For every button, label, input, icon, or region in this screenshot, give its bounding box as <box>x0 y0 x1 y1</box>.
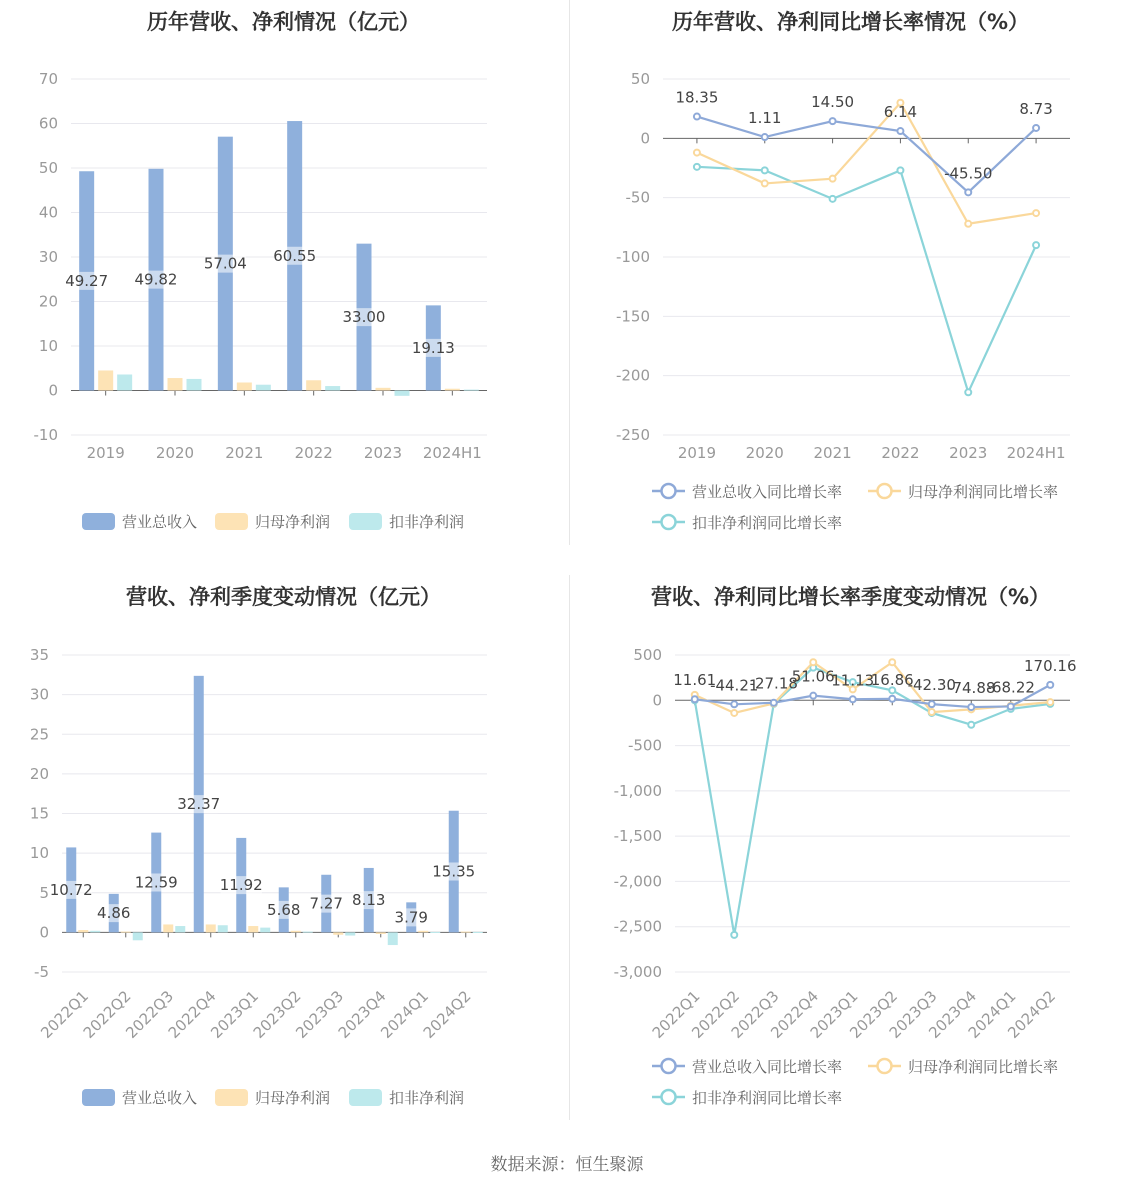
bar-deducted-profit <box>187 379 202 391</box>
data-point <box>731 701 737 707</box>
x-tick-label: 2024Q1 <box>377 987 433 1042</box>
y-tick-label: -1,000 <box>613 781 662 800</box>
data-point <box>1047 699 1053 705</box>
legend-swatch-marker <box>878 1059 892 1073</box>
bar-net-profit <box>445 389 460 391</box>
bar-deducted-profit <box>345 932 355 935</box>
y-tick-label: 20 <box>29 764 49 783</box>
bar-net-profit <box>333 932 343 934</box>
data-label: 57.04 <box>203 254 247 273</box>
x-tick-label: 2021 <box>813 444 852 462</box>
legend-swatch-marker <box>662 515 676 529</box>
bar-deducted-profit <box>175 926 185 932</box>
panel-divider-bottom <box>569 575 570 1120</box>
y-tick-label: -200 <box>615 366 650 385</box>
data-point <box>731 710 737 716</box>
data-label: -27.18 <box>749 674 798 693</box>
y-tick-label: 60 <box>38 114 58 133</box>
data-point <box>929 701 935 707</box>
x-tick-label: 2022Q3 <box>727 987 783 1042</box>
bar-net-profit <box>248 926 258 932</box>
y-tick-label: -500 <box>627 736 662 755</box>
data-point <box>1047 682 1053 688</box>
panel-quarterly-growth <box>567 575 1134 1120</box>
y-tick-label: 0 <box>652 691 662 710</box>
x-tick-label: 2023Q2 <box>249 987 305 1042</box>
bar-net-profit <box>78 930 88 932</box>
data-label: 51.06 <box>791 667 835 686</box>
data-point <box>694 164 700 170</box>
data-point <box>731 932 737 938</box>
y-tick-label: 5 <box>39 883 49 902</box>
bar-deducted-profit <box>90 931 100 933</box>
data-label: 1.11 <box>748 109 782 128</box>
bar-deducted-profit <box>325 386 340 390</box>
legend-label: 归母净利润同比增长率 <box>908 1058 1059 1076</box>
data-point <box>897 128 903 134</box>
x-tick-label: 2023Q1 <box>806 987 862 1042</box>
x-tick-label: 2022Q3 <box>122 987 178 1042</box>
data-label: 170.16 <box>1024 656 1077 675</box>
y-tick-label: 20 <box>38 292 58 311</box>
bar-deducted-profit <box>117 374 132 390</box>
y-tick-label: 0 <box>640 129 650 148</box>
data-label: 7.27 <box>309 894 343 913</box>
bar-net-profit <box>237 382 252 390</box>
x-tick-label: 2022 <box>294 444 333 462</box>
x-tick-label: 2023Q1 <box>207 987 263 1042</box>
x-tick-label: 2023Q3 <box>885 987 941 1042</box>
x-tick-label: 2021 <box>225 444 264 462</box>
data-label: -44.21 <box>710 676 759 695</box>
data-point <box>968 704 974 710</box>
data-label: 60.55 <box>273 246 317 265</box>
legend-swatch-marker <box>878 484 892 498</box>
x-tick-label: 2020 <box>745 444 784 462</box>
data-label: 5.68 <box>267 900 301 919</box>
data-label: -42.30 <box>907 676 956 695</box>
bar-deducted-profit <box>133 932 143 940</box>
x-tick-label: 2024Q2 <box>419 987 475 1042</box>
x-tick-label: 2024H1 <box>1006 444 1066 462</box>
bar-deducted-profit <box>388 932 398 945</box>
bar-deducted-profit <box>303 932 313 933</box>
data-point <box>810 659 816 665</box>
data-label: 19.13 <box>411 338 455 357</box>
y-tick-label: 50 <box>630 70 650 88</box>
y-tick-label: -10 <box>33 426 58 444</box>
bar-net-profit <box>376 932 386 934</box>
data-label: 10.72 <box>49 880 93 899</box>
y-tick-label: -2,000 <box>613 872 662 891</box>
legend-label: 归母净利润 <box>255 1089 331 1107</box>
y-tick-label: 0 <box>39 923 49 942</box>
x-tick-label: 2022Q1 <box>648 987 704 1042</box>
legend-swatch-marker <box>662 1059 676 1073</box>
data-point <box>762 134 768 140</box>
chart-title: 历年营收、净利情况（亿元） <box>147 10 420 34</box>
data-point <box>694 114 700 120</box>
data-point <box>965 221 971 227</box>
data-label: 33.00 <box>342 308 386 327</box>
annual-growth-chart <box>567 0 1134 545</box>
panel-annual-growth <box>567 0 1134 545</box>
x-tick-label: 2020 <box>155 444 195 462</box>
data-label: 18.35 <box>675 88 719 107</box>
bar-deducted-profit <box>464 390 479 391</box>
data-label: 16.86 <box>870 670 914 689</box>
data-point <box>897 167 903 173</box>
bar-net-profit <box>291 931 301 933</box>
data-point <box>830 118 836 124</box>
series-line-deducted-profit-growth <box>697 167 1036 392</box>
x-tick-label: 2022Q2 <box>79 987 135 1042</box>
bar-net-profit <box>461 932 471 933</box>
x-tick-label: 2023Q2 <box>846 987 902 1042</box>
data-point <box>965 189 971 195</box>
data-point <box>694 150 700 156</box>
data-point <box>762 167 768 173</box>
legend-label: 扣非净利润同比增长率 <box>692 1089 843 1107</box>
data-label: 11.92 <box>219 876 263 895</box>
data-point <box>762 180 768 186</box>
legend-label: 营业总收入同比增长率 <box>692 1058 843 1076</box>
bar-net-profit <box>306 380 321 390</box>
data-point <box>965 389 971 395</box>
legend-label: 归母净利润同比增长率 <box>908 483 1059 501</box>
data-point <box>810 693 816 699</box>
data-label: 15.35 <box>432 862 476 881</box>
panel-divider-top <box>569 0 570 545</box>
legend-swatch-marker <box>662 484 676 498</box>
data-point <box>1008 703 1014 709</box>
data-label: -74.88 <box>947 679 996 698</box>
x-tick-label: 2022Q1 <box>37 987 93 1042</box>
x-tick-label: 2023Q3 <box>292 987 348 1042</box>
panel-quarterly-revenue-profit <box>0 575 567 1120</box>
x-tick-label: 2024H1 <box>422 444 482 462</box>
data-label: 8.13 <box>352 891 386 910</box>
data-point <box>1033 242 1039 248</box>
y-tick-label: -5 <box>34 963 49 981</box>
bar-net-profit <box>168 378 183 390</box>
data-label: 6.14 <box>883 103 918 122</box>
data-label: 49.82 <box>134 270 178 289</box>
y-tick-label: 10 <box>38 337 58 355</box>
bar-net-profit <box>163 924 173 932</box>
data-point <box>771 700 777 706</box>
data-label: 3.79 <box>394 908 428 927</box>
data-label: 12.59 <box>134 873 178 892</box>
data-label: 14.50 <box>811 93 855 112</box>
y-tick-label: 30 <box>29 685 49 704</box>
data-point <box>1033 210 1039 216</box>
legend-label: 营业总收入 <box>122 1089 198 1107</box>
x-tick-label: 2022 <box>881 444 920 462</box>
data-label: 11.61 <box>673 671 717 690</box>
bar-net-profit <box>206 924 216 932</box>
x-tick-label: 2023Q4 <box>925 987 981 1042</box>
panel-annual-revenue-profit <box>0 0 567 545</box>
chart-title: 营收、净利季度变动情况（亿元） <box>126 585 441 609</box>
data-label: 8.73 <box>1019 99 1053 118</box>
y-tick-label: -1,500 <box>613 827 662 846</box>
x-tick-label: 2019 <box>677 444 717 462</box>
legend-swatch <box>349 1089 382 1106</box>
data-point <box>1033 125 1039 131</box>
quarterly-revenue-profit-chart <box>0 575 567 1120</box>
y-tick-label: -100 <box>615 248 650 266</box>
data-source-note: 数据来源：恒生聚源 <box>490 1155 644 1175</box>
data-label: 49.27 <box>65 271 109 290</box>
data-point <box>830 176 836 182</box>
chart-title: 历年营收、净利同比增长率情况（%） <box>671 10 1030 34</box>
annual-revenue-profit-chart <box>0 0 567 545</box>
data-label: 4.86 <box>97 904 131 923</box>
chart-title: 营收、净利同比增长率季度变动情况（%） <box>650 585 1051 609</box>
y-tick-label: 40 <box>38 203 58 222</box>
x-tick-label: 2024Q2 <box>1004 987 1060 1042</box>
bar-net-profit <box>121 932 131 933</box>
y-tick-label: 10 <box>29 844 49 863</box>
data-point <box>929 709 935 715</box>
legend-swatch <box>82 1089 115 1106</box>
bar-deducted-profit <box>218 925 228 932</box>
bar-deducted-profit <box>260 928 270 933</box>
x-tick-label: 2022Q4 <box>767 987 823 1042</box>
y-tick-label: 500 <box>633 646 662 664</box>
data-label: -68.22 <box>986 678 1035 697</box>
x-tick-label: 2023 <box>363 444 403 462</box>
y-tick-label: 50 <box>38 159 58 177</box>
data-label: 32.37 <box>177 795 221 814</box>
bar-net-profit <box>376 388 391 391</box>
y-tick-label: -50 <box>625 188 650 207</box>
data-point <box>889 659 895 665</box>
y-tick-label: 25 <box>29 725 49 744</box>
y-tick-label: -150 <box>615 307 650 326</box>
y-tick-label: -3,000 <box>613 963 662 981</box>
legend-label: 扣非净利润 <box>389 1089 465 1107</box>
bar-deducted-profit <box>473 932 483 933</box>
data-point <box>889 696 895 702</box>
y-tick-label: -250 <box>615 426 650 444</box>
legend-swatch-marker <box>662 1090 676 1104</box>
bar-deducted-profit <box>395 391 410 396</box>
x-tick-label: 2023 <box>949 444 988 462</box>
legend-label: 扣非净利润 <box>389 513 465 531</box>
legend-swatch <box>349 513 382 530</box>
data-point <box>850 696 856 702</box>
legend-label: 营业总收入 <box>122 513 198 531</box>
data-point <box>692 696 698 702</box>
y-tick-label: 35 <box>29 646 49 664</box>
legend-label: 扣非净利润同比增长率 <box>692 514 843 532</box>
x-tick-label: 2019 <box>86 444 125 462</box>
bar-net-profit <box>98 370 113 390</box>
bar-net-profit <box>418 931 428 933</box>
y-tick-label: 0 <box>48 381 58 400</box>
x-tick-label: 2022Q2 <box>688 987 744 1042</box>
x-tick-label: 2022Q4 <box>164 987 220 1042</box>
data-point <box>830 196 836 202</box>
legend-swatch <box>215 513 248 530</box>
x-tick-label: 2024Q1 <box>964 987 1020 1042</box>
quarterly-growth-chart <box>567 575 1134 1120</box>
bar-deducted-profit <box>256 385 271 391</box>
y-tick-label: -2,500 <box>613 917 662 936</box>
y-tick-label: 30 <box>38 248 58 266</box>
data-label: 11.13 <box>831 671 875 690</box>
legend-label: 归母净利润 <box>255 513 331 531</box>
legend-swatch <box>215 1089 248 1106</box>
legend-swatch <box>82 513 115 530</box>
bar-deducted-profit <box>430 932 440 933</box>
x-tick-label: 2023Q4 <box>334 987 390 1042</box>
y-tick-label: 70 <box>38 70 58 88</box>
legend-label: 营业总收入同比增长率 <box>692 483 843 501</box>
data-point <box>968 722 974 728</box>
data-label: -45.50 <box>944 164 993 183</box>
y-tick-label: 15 <box>29 804 49 823</box>
